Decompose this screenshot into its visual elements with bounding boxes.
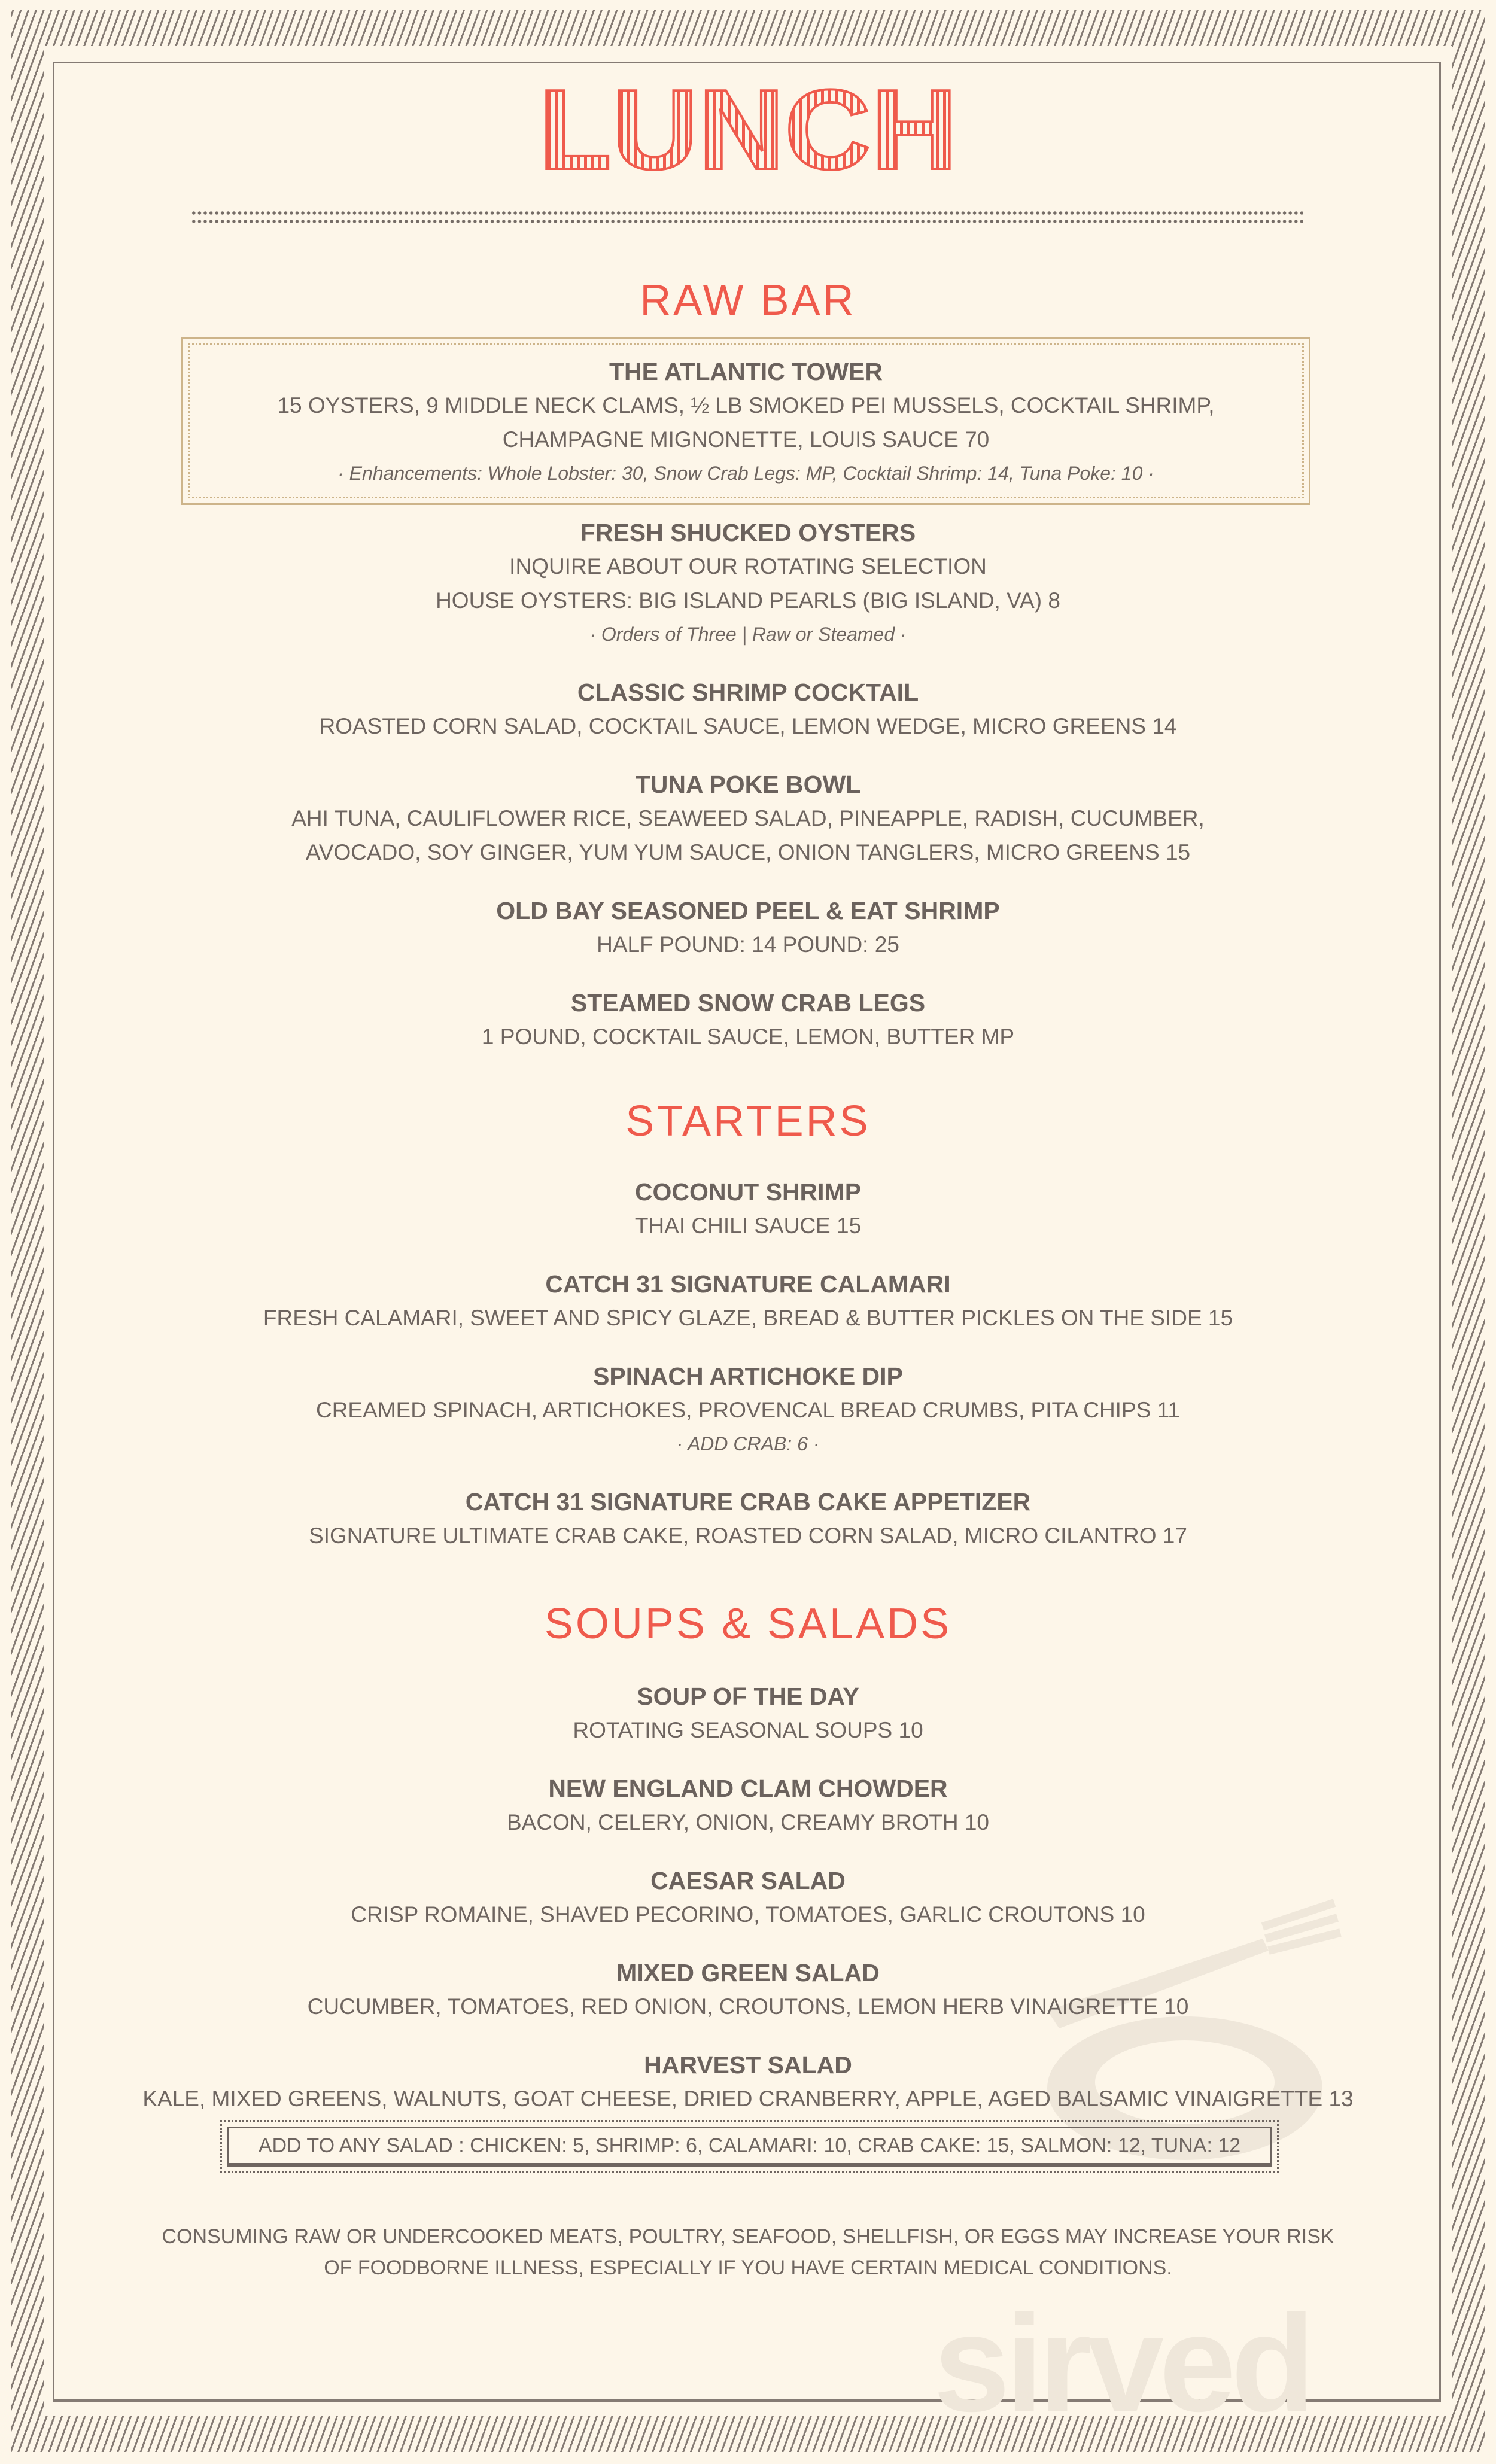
item-name: COCONUT SHRIMP — [634, 1178, 862, 1206]
item-name: STEAMED SNOW CRAB LEGS — [570, 989, 926, 1017]
page-title — [527, 78, 969, 180]
section-title: SOUPS & SALADS — [544, 1600, 952, 1648]
item-name: SOUP OF THE DAY — [637, 1683, 859, 1710]
item-note: · Enhancements: Whole Lobster: 30, Snow Crab Legs: MP, Cocktail Shrimp: 14, Tuna Poke: 10 · — [337, 463, 1154, 484]
item-description: CUCUMBER, TOMATOES, RED ONION, CROUTONS, LEMON HERB VINAIGRETTE 10 — [307, 1994, 1189, 2019]
featured-item-box — [181, 337, 1310, 505]
menu-item — [60, 676, 1436, 743]
watermark-text: sirved — [934, 2286, 1310, 2440]
item-description: AHI TUNA, CAULIFLOWER RICE, SEAWEED SALAD, PINEAPPLE, RADISH, CUCUMBER, — [291, 806, 1205, 831]
item-name: SPINACH ARTICHOKE DIP — [593, 1362, 903, 1390]
section-title: STARTERS — [625, 1097, 871, 1145]
section-raw-bar — [60, 273, 1436, 327]
item-description: THAI CHILI SAUCE 15 — [634, 1213, 862, 1238]
menu-item — [60, 1267, 1436, 1335]
item-name: CLASSIC SHRIMP COCKTAIL — [577, 679, 919, 706]
item-description: BACON, CELERY, ONION, CREAMY BROTH 10 — [507, 1810, 989, 1835]
section-title: RAW BAR — [640, 276, 856, 324]
salad-add-on-text: ADD TO ANY SALAD : CHICKEN: 5, SHRIMP: 6, CALAMARI: 10, CRAB CAKE: 15, SALMON: 12, TUNA: 12 — [227, 2127, 1272, 2167]
item-name: CATCH 31 SIGNATURE CRAB CAKE APPETIZER — [465, 1488, 1031, 1516]
item-name: MIXED GREEN SALAD — [616, 1959, 880, 1987]
food-safety-disclaimer — [60, 2221, 1436, 2283]
item-name: HARVEST SALAD — [644, 2051, 852, 2079]
section-starters — [60, 1094, 1436, 1553]
menu-item — [60, 1359, 1436, 1461]
item-note: · Orders of Three | Raw or Steamed · — [589, 623, 907, 645]
menu-item — [60, 1864, 1436, 1931]
item-name: THE ATLANTIC TOWER — [609, 358, 883, 385]
item-description: CRISP ROMAINE, SHAVED PECORINO, TOMATOES, GARLIC CROUTONS 10 — [351, 1902, 1145, 1927]
menu-item — [60, 1680, 1436, 1747]
item-description: ROTATING SEASONAL SOUPS 10 — [573, 1718, 923, 1742]
item-name: CAESAR SALAD — [650, 1867, 846, 1894]
item-name: CATCH 31 SIGNATURE CALAMARI — [545, 1270, 951, 1298]
item-description: 15 OYSTERS, 9 MIDDLE NECK CLAMS, ½ LB SMOKED PEI MUSSELS, COCKTAIL SHRIMP, — [277, 393, 1215, 418]
item-description: INQUIRE ABOUT OUR ROTATING SELECTION — [509, 554, 987, 579]
item-name: TUNA POKE BOWL — [635, 771, 861, 798]
menu-item — [60, 894, 1436, 962]
item-description: HOUSE OYSTERS: BIG ISLAND PEARLS (BIG ISLAND, VA) 8 — [436, 588, 1060, 613]
dotted-divider — [191, 220, 1303, 223]
item-description: AVOCADO, SOY GINGER, YUM YUM SAUCE, ONION TANGLERS, MICRO GREENS 15 — [305, 840, 1191, 865]
item-description: CREAMED SPINACH, ARTICHOKES, PROVENCAL BREAD CRUMBS, PITA CHIPS 11 — [315, 1398, 1180, 1422]
salad-add-on-box — [220, 2120, 1279, 2173]
menu-item — [60, 1956, 1436, 2024]
menu-item — [60, 516, 1436, 651]
menu-item — [60, 986, 1436, 1054]
menu-item — [60, 768, 1436, 869]
disclaimer-line: OF FOODBORNE ILLNESS, ESPECIALLY IF YOU HAVE CERTAIN MEDICAL CONDITIONS. — [324, 2256, 1172, 2279]
item-description: ROASTED CORN SALAD, COCKTAIL SAUCE, LEMON WEDGE, MICRO GREENS 14 — [319, 714, 1177, 738]
svg-text:LUNCH: LUNCH — [539, 78, 957, 180]
item-note: · ADD CRAB: 6 · — [676, 1433, 820, 1455]
item-name: NEW ENGLAND CLAM CHOWDER — [548, 1775, 948, 1802]
item-description: KALE, MIXED GREENS, WALNUTS, GOAT CHEESE, DRIED CRANBERRY, APPLE, AGED BALSAMIC VINAIGRETTE 13 — [142, 2086, 1354, 2111]
item-description: SIGNATURE ULTIMATE CRAB CAKE, ROASTED CORN SALAD, MICRO CILANTRO 17 — [309, 1523, 1187, 1548]
menu-item — [60, 1485, 1436, 1553]
menu-item — [60, 1175, 1436, 1243]
item-description: FRESH CALAMARI, SWEET AND SPICY GLAZE, BREAD & BUTTER PICKLES ON THE SIDE 15 — [263, 1306, 1233, 1330]
item-name: OLD BAY SEASONED PEEL & EAT SHRIMP — [496, 897, 1000, 924]
disclaimer-line: CONSUMING RAW OR UNDERCOOKED MEATS, POULTRY, SEAFOOD, SHELLFISH, OR EGGS MAY INCREASE YOUR RISK — [162, 2225, 1334, 2248]
dotted-divider — [191, 211, 1303, 215]
item-name: FRESH SHUCKED OYSTERS — [580, 519, 916, 546]
item-description: CHAMPAGNE MIGNONETTE, LOUIS SAUCE 70 — [502, 427, 990, 452]
item-description: 1 POUND, COCKTAIL SAUCE, LEMON, BUTTER MP — [481, 1024, 1015, 1049]
item-description: HALF POUND: 14 POUND: 25 — [597, 932, 899, 957]
menu-item — [60, 2048, 1436, 2116]
section-soups-salads — [60, 1597, 1436, 2116]
raw-bar-items — [60, 516, 1436, 1054]
menu-item — [60, 1772, 1436, 1839]
